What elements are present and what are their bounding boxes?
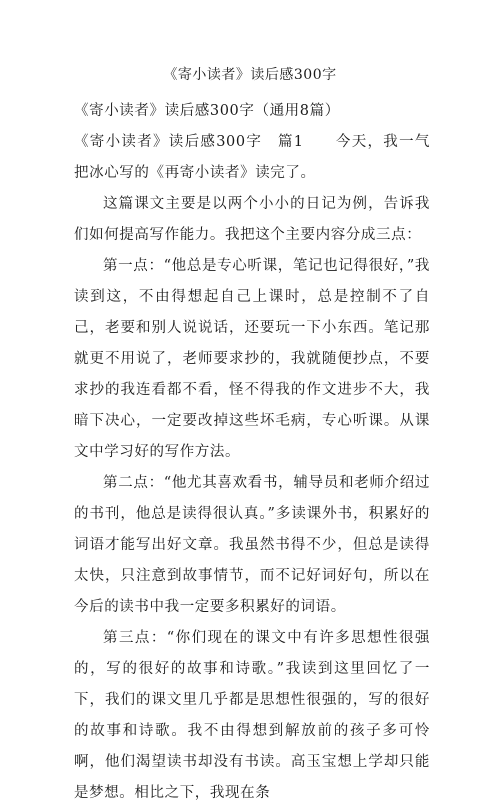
paragraph-point-one: 第一点：“他总是专心听课，笔记也记得很好，”我读到这，不由得想起自己上课时，总是控制不了自己，老要和别人说说话，还要玩一下小东西。笔记那就更不用说了，老师要求抄的，我就随便抄点，不要求抄的我连看都不看，怪不得我的作文进步不大，我暗下决心，一定要改掉这些坏毛病，专心听课。从课文中学习好的写作方法。 [74,258,430,460]
document-body [74,96,430,809]
paragraph-point-three: 第三点：“你们现在的课文中有许多思想性很强的，写的很好的故事和诗歌。”我读到这里回忆了一下，我们的课文里几乎都是思想性很强的，写的很好的故事和诗歌。我不由得想到解放前的孩子多可怜啊，他们渴望读书却没有书读。高玉宝想上学却只能是梦想。相比之下，我现在条 [74,630,430,801]
paragraph-point-two: 第二点：“他尤其喜欢看书，辅导员和老师介绍过的书刊，他总是读得很认真。”多读课外书，积累好的词语才能写出好文章。我虽然书得不少，但总是读得太快，只注意到故事情节，而不记好词好句，所以在今后的读书中我一定要多积累好的词语。 [74,475,430,615]
document-subtitle: 《寄小读者》读后感300字（通用8篇） [74,103,340,119]
paragraph-intro: 《寄小读者》读后感300字 篇1 今天，我一气把冰心写的《再寄小读者》读完了。 [74,134,430,181]
paragraph-summary: 这篇课文主要是以两个小小的日记为例，告诉我们如何提高写作能力。我把这个主要内容分成三点： [74,196,430,243]
document-title: 《寄小读者》读后感300字 [163,67,337,83]
